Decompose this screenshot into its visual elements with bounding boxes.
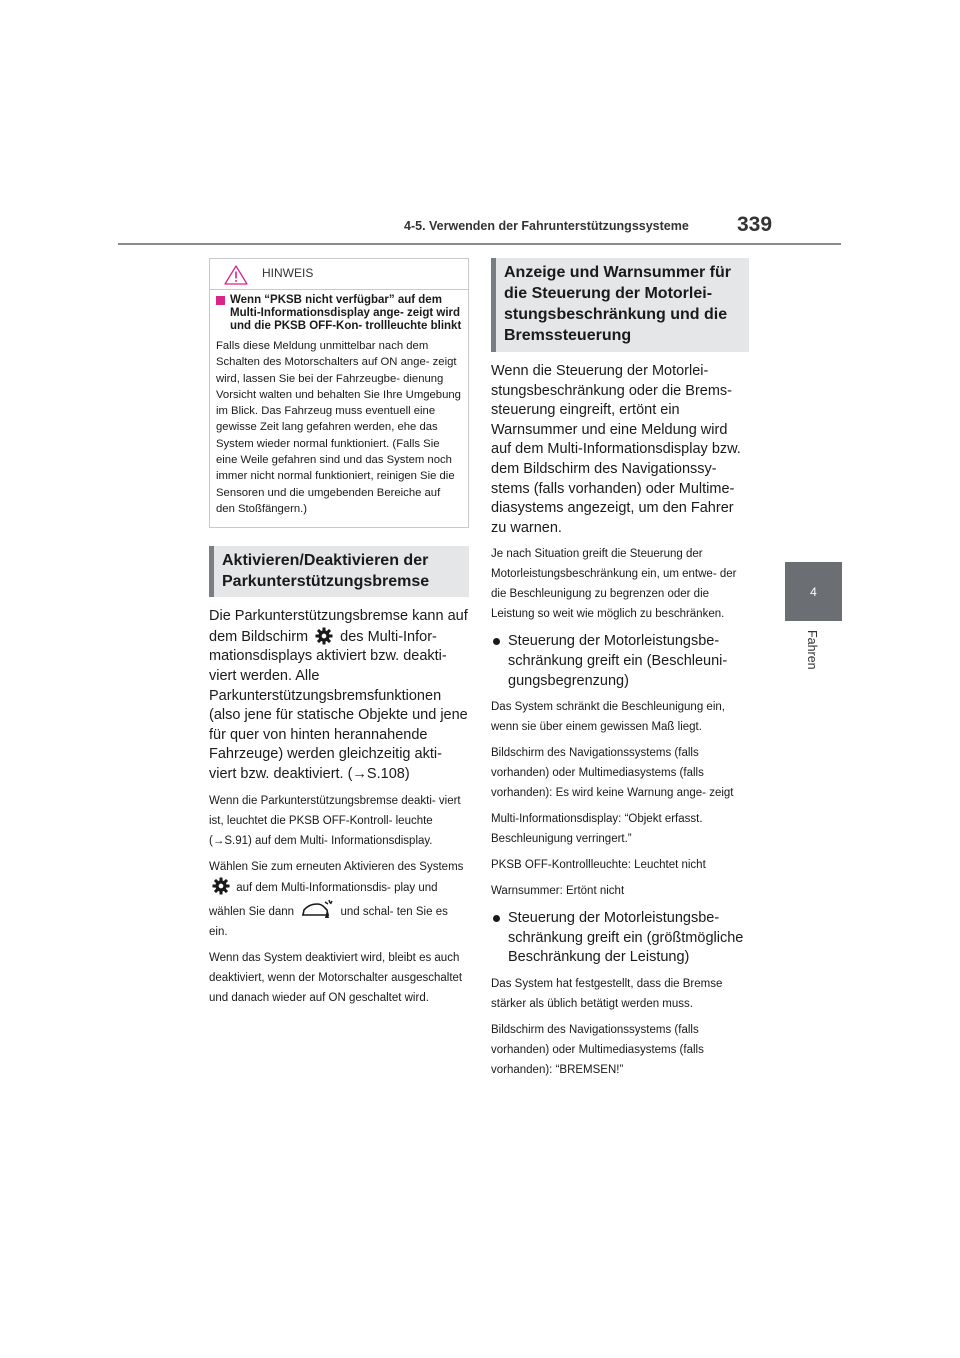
notice-heading-text: Wenn “PKSB nicht verfügbar” auf dem Multi-Informationsdisplay ange- zeigt wird und die PKSB OFF-Kon- trollleuchte blinkt [230,294,462,332]
note: Warnsummer: Ertönt nicht [491,885,625,898]
bullet-item [491,909,749,968]
notice-box [209,258,469,528]
note-text: auf dem Multi-Informationsdis- play und wählen Sie dann [209,881,438,918]
left-column [209,258,469,1008]
section-title: 4-5. Verwenden der Fahrunterstützungssysteme [404,219,689,233]
note-text: Wählen Sie zum erneuten Aktivieren des Systems [209,860,464,873]
gear-icon [315,627,333,645]
bullet-text: Steuerung der Motorleistungsbe- schränkung greift ein (Beschleuni- gungsbegrenzung) [508,633,728,689]
paragraph [209,607,469,784]
parking-brake-car-icon [301,898,333,920]
note: Das System schränkt die Beschleunigung ein, wenn sie über einem gewissen Maß liegt. [491,701,725,734]
header-divider [118,243,841,245]
note-reactivate [209,857,469,942]
square-bullet-icon [216,296,225,305]
note: Bildschirm des Navigationssystems (falls vorhanden) oder Multimediasystems (falls vorhanden): “BREMSEN!” [491,1023,704,1076]
bullet-text: Steuerung der Motorleistungsbe- schränkung greift ein (größtmögliche Beschränkung der Leistung) [508,910,744,966]
bullet-dot-icon [493,638,500,645]
page-number: 339 [737,213,773,236]
paragraph: Wenn die Steuerung der Motorlei- stungsbeschränkung oder die Brems- steuerung eingreift, ertönt ein Warnsummer und eine Meldung wird auf dem Multi-Informationsdisplay bzw. dem Bildschirm des Navigationssy- stems (falls vorhanden) oder Multime- diasystems angezeigt, um den Fahrer zu warnen. [491,363,741,536]
warning-triangle-icon [224,265,248,285]
note: Multi-Informationsdisplay: “Objekt erfasst. Beschleunigung verringert.” [491,813,703,846]
chapter-number: 4 [810,584,817,599]
note: PKSB OFF-Kontrollleuchte: Leuchtet nicht [491,859,706,872]
bullet-item [491,632,749,691]
section-heading-warning: Anzeige und Warnsummer für die Steuerung der Motorlei- stungsbeschränkung und die Bremssteuerung [491,258,749,352]
note: Das System hat festgestellt, dass die Bremse stärker als üblich betätigt werden muss. [491,977,723,1010]
bullet-dot-icon [493,915,500,922]
paragraph-text: des Multi-Infor- mationsdisplays aktiviert bzw. deakti- viert werden. Alle Parkunterstützungsbremsfunktionen (also jene für statische Objekte und jene für quer von hinten herannahende Fahrzeuge) werden gleichzeitig akti- viert bzw. deaktiviert. (→S.108) [209,628,468,783]
chapter-tab [785,562,842,621]
section-heading-activate: Aktivieren/Deaktivieren der Parkunterstützungsbremse [209,546,469,597]
notice-heading [216,294,462,333]
note-text: und schal- ten Sie es ein. [209,905,448,938]
note-situation: Je nach Situation greift die Steuerung der Motorleistungsbeschränkung ein, um entwe- der die Beschleunigung zu begrenzen oder die Leistung so weit wie möglich zu beschränken. [491,548,737,621]
notice-header [210,259,468,290]
chapter-label: Fahren [805,630,819,670]
right-column [491,258,749,1080]
note: Bildschirm des Navigationssystems (falls vorhanden) oder Multimediasystems (falls vorhanden): Es wird keine Warnung ange- zeigt [491,747,734,800]
note-deactivated: Wenn die Parkunterstützungsbremse deakti- viert ist, leuchtet die PKSB OFF-Kontroll- leuchte (→S.91) auf dem Multi- Informationsdisplay. [209,794,461,847]
notice-text: Falls diese Meldung unmittelbar nach dem Schalten des Motorschalters auf ON ange- zeigt wird, lassen Sie bei der Fahrzeugbe- dienung Vorsicht walten und behalten Sie Ihre Umgebung im Blick. Das Fahrzeug muss eventuell eine gewisse Zeit lang gefahren werden, ehe das System wieder normal funktioniert. (Falls Sie eine Weile gefahren sind und das System noch immer nicht normal funktioniert, reinigen Sie die Sensoren und die umgebenden Bereiche auf den Stoßfängern.) [216,340,461,515]
notice-title: HINWEIS [262,266,314,280]
gear-icon [212,877,230,895]
paragraph-text: Die Parkunterstützungsbremse kann auf dem Bildschirm [209,608,468,645]
note-persist: Wenn das System deaktiviert wird, bleibt es auch deaktiviert, wenn der Motorschalter ausgeschaltet und danach wieder auf ON geschaltet wird. [209,951,463,1004]
